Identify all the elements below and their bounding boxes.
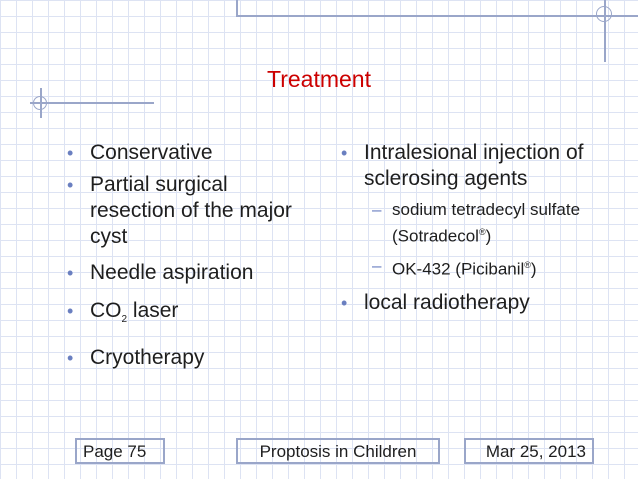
bullet-icon: •	[67, 301, 74, 321]
bullet-text: Intralesional injection of sclerosing agents	[364, 141, 584, 190]
footer-page-number: Page 75	[75, 438, 165, 464]
list-item	[62, 345, 302, 371]
sub-text: )	[530, 259, 537, 279]
footer-title: Proptosis in Children	[236, 438, 440, 464]
registered-mark: ®	[478, 227, 486, 237]
bullet-icon: •	[67, 175, 74, 195]
footer-date: Mar 25, 2013	[464, 438, 594, 464]
bullet-text: Conservative	[90, 141, 213, 164]
list-item	[62, 298, 302, 333]
bullet-text: local radiotherapy	[364, 291, 530, 315]
right-bullet-list	[336, 140, 636, 316]
sub-text: OK-432 (Picibanil	[392, 259, 525, 279]
decor-line	[30, 102, 154, 104]
decor-circle	[33, 96, 47, 110]
dash-icon: –	[372, 255, 382, 275]
bullet-text: Cryotherapy	[90, 346, 205, 370]
list-item	[62, 140, 302, 166]
bullet-icon: •	[67, 263, 74, 283]
slide-title: Treatment	[267, 66, 371, 92]
registered-mark: ®	[524, 259, 531, 270]
subscript: 2	[121, 314, 128, 326]
bullet-text: CO	[90, 299, 122, 322]
list-item	[336, 290, 636, 316]
dash-icon: –	[372, 200, 382, 219]
decor-circle	[596, 6, 612, 22]
bullet-text: laser	[127, 299, 179, 322]
sub-text: sodium tetradecyl sulfate (Sotradecol	[392, 200, 581, 246]
bullet-icon: •	[341, 143, 348, 163]
sub-text: )	[485, 226, 492, 246]
list-item	[62, 260, 302, 286]
bullet-text: Partial surgical resection of the major cyst	[90, 173, 292, 248]
bullet-icon: •	[341, 293, 348, 314]
bullet-text: Needle aspiration	[90, 261, 254, 284]
sub-list-item	[336, 198, 612, 248]
bullet-icon: •	[67, 143, 74, 163]
left-bullet-list	[62, 140, 302, 371]
list-item	[336, 140, 594, 192]
decor-line	[236, 15, 638, 17]
bullet-icon: •	[67, 348, 74, 369]
sub-list-item	[336, 254, 636, 281]
list-item	[62, 172, 302, 250]
